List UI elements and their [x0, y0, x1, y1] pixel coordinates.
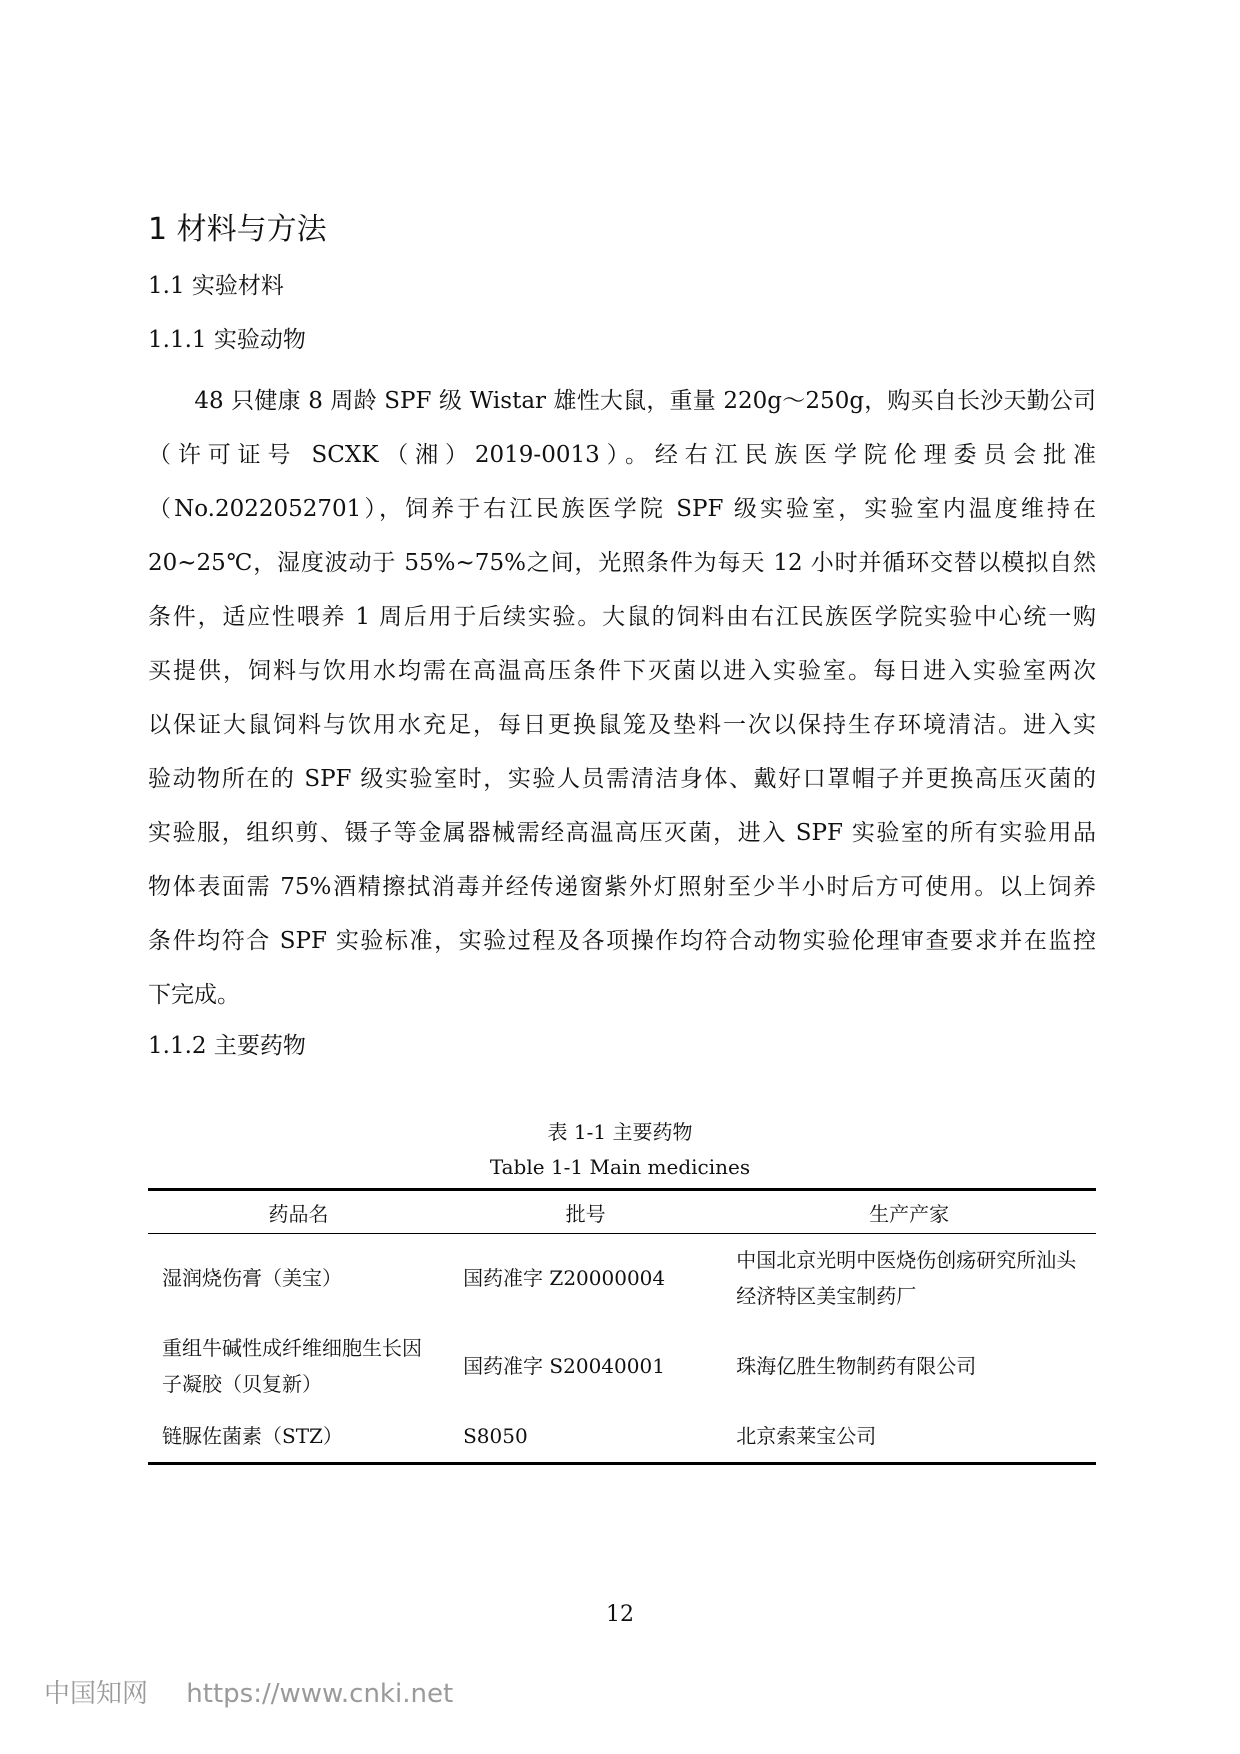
table-caption-en: Table 1-1 Main medicines	[489, 1155, 751, 1179]
paragraph-line: 验动物所在的 SPF 级实验室时，实验人员需清洁身体、戴好口罩帽子并更换高压灭菌的	[148, 766, 1096, 792]
table-row	[148, 1410, 1096, 1464]
manufacturer-cell: 中国北京光明中医烧伤创疡研究所汕头经济特区美宝制药厂	[736, 1248, 1077, 1308]
paragraph-line: 条件均符合 SPF 实验标准，实验过程及各项操作均符合动物实验伦理审查要求并在监控	[148, 928, 1096, 954]
header-manufacturer: 生产产家	[722, 1190, 1096, 1234]
batch-number-cell: 国药准字 S20040001	[463, 1354, 665, 1378]
drug-name-cell: 湿润烧伤膏（美宝）	[162, 1266, 342, 1290]
paragraph-line: 20~25℃，湿度波动于 55%~75%之间，光照条件为每天 12 小时并循环交替以模拟自然	[148, 550, 1096, 576]
cnki-watermark	[44, 1676, 453, 1712]
watermark-url: https://www.cnki.net	[186, 1679, 454, 1709]
paragraph-line: 买提供，饲料与饮用水均需在高温高压条件下灭菌以进入实验室。每日进入实验室两次	[148, 658, 1096, 684]
watermark-brand: 中国知网	[44, 1679, 149, 1709]
header-drug-name: 药品名	[148, 1190, 449, 1234]
table-row	[148, 1234, 1096, 1323]
paragraph-line: 物体表面需 75%酒精擦拭消毒并经传递窗紫外灯照射至少半小时后方可使用。以上饲养	[148, 874, 1096, 900]
manufacturer-cell: 北京索莱宝公司	[722, 1410, 1096, 1464]
table-header-row	[148, 1190, 1096, 1234]
subsubsection-heading-medicines: 1.1.2 主要药物	[148, 1033, 306, 1059]
section-heading: 1 材料与方法	[148, 212, 327, 247]
batch-number-cell: 国药准字 Z20000004	[463, 1266, 666, 1290]
page-number: 12	[606, 1602, 634, 1627]
drug-name-cell: 重组牛碱性成纤维细胞生长因子凝胶（贝复新）	[162, 1336, 422, 1396]
table-row	[148, 1322, 1096, 1410]
manufacturer-cell: 珠海亿胜生物制药有限公司	[736, 1354, 977, 1378]
header-batch-number: 批号	[449, 1190, 722, 1234]
paragraph-line: 实验服，组织剪、镊子等金属器械需经高温高压灭菌，进入 SPF 实验室的所有实验用品	[148, 820, 1096, 846]
drug-name-cell: 链脲佐菌素（STZ）	[148, 1410, 449, 1464]
paragraph-line: 条件，适应性喂养 1 周后用于后续实验。大鼠的饲料由右江民族医学院实验中心统一购	[148, 604, 1096, 630]
paragraph-line: 48 只健康 8 周龄 SPF 级 Wistar 雄性大鼠，重量 220g～250g，购买自长沙天勤公司	[148, 388, 1096, 414]
subsection-heading: 1.1 实验材料	[148, 273, 284, 299]
medicines-table	[148, 1188, 1096, 1465]
paragraph-line: 下完成。	[148, 982, 240, 1008]
batch-number-cell: S8050	[449, 1410, 722, 1464]
paragraph-line: （许可证号 SCXK（湘）2019-0013）。经右江民族医学院伦理委员会批准	[148, 442, 1096, 468]
paragraph-line: （No.2022052701），饲养于右江民族医学院 SPF 级实验室，实验室内温度维持在	[148, 496, 1096, 522]
subsubsection-heading-animals: 1.1.1 实验动物	[148, 327, 306, 353]
paragraph-line: 以保证大鼠饲料与饮用水充足，每日更换鼠笼及垫料一次以保持生存环境清洁。进入实	[148, 712, 1096, 738]
table-caption-cn: 表 1-1 主要药物	[547, 1120, 693, 1144]
body-paragraph	[148, 374, 1096, 1022]
